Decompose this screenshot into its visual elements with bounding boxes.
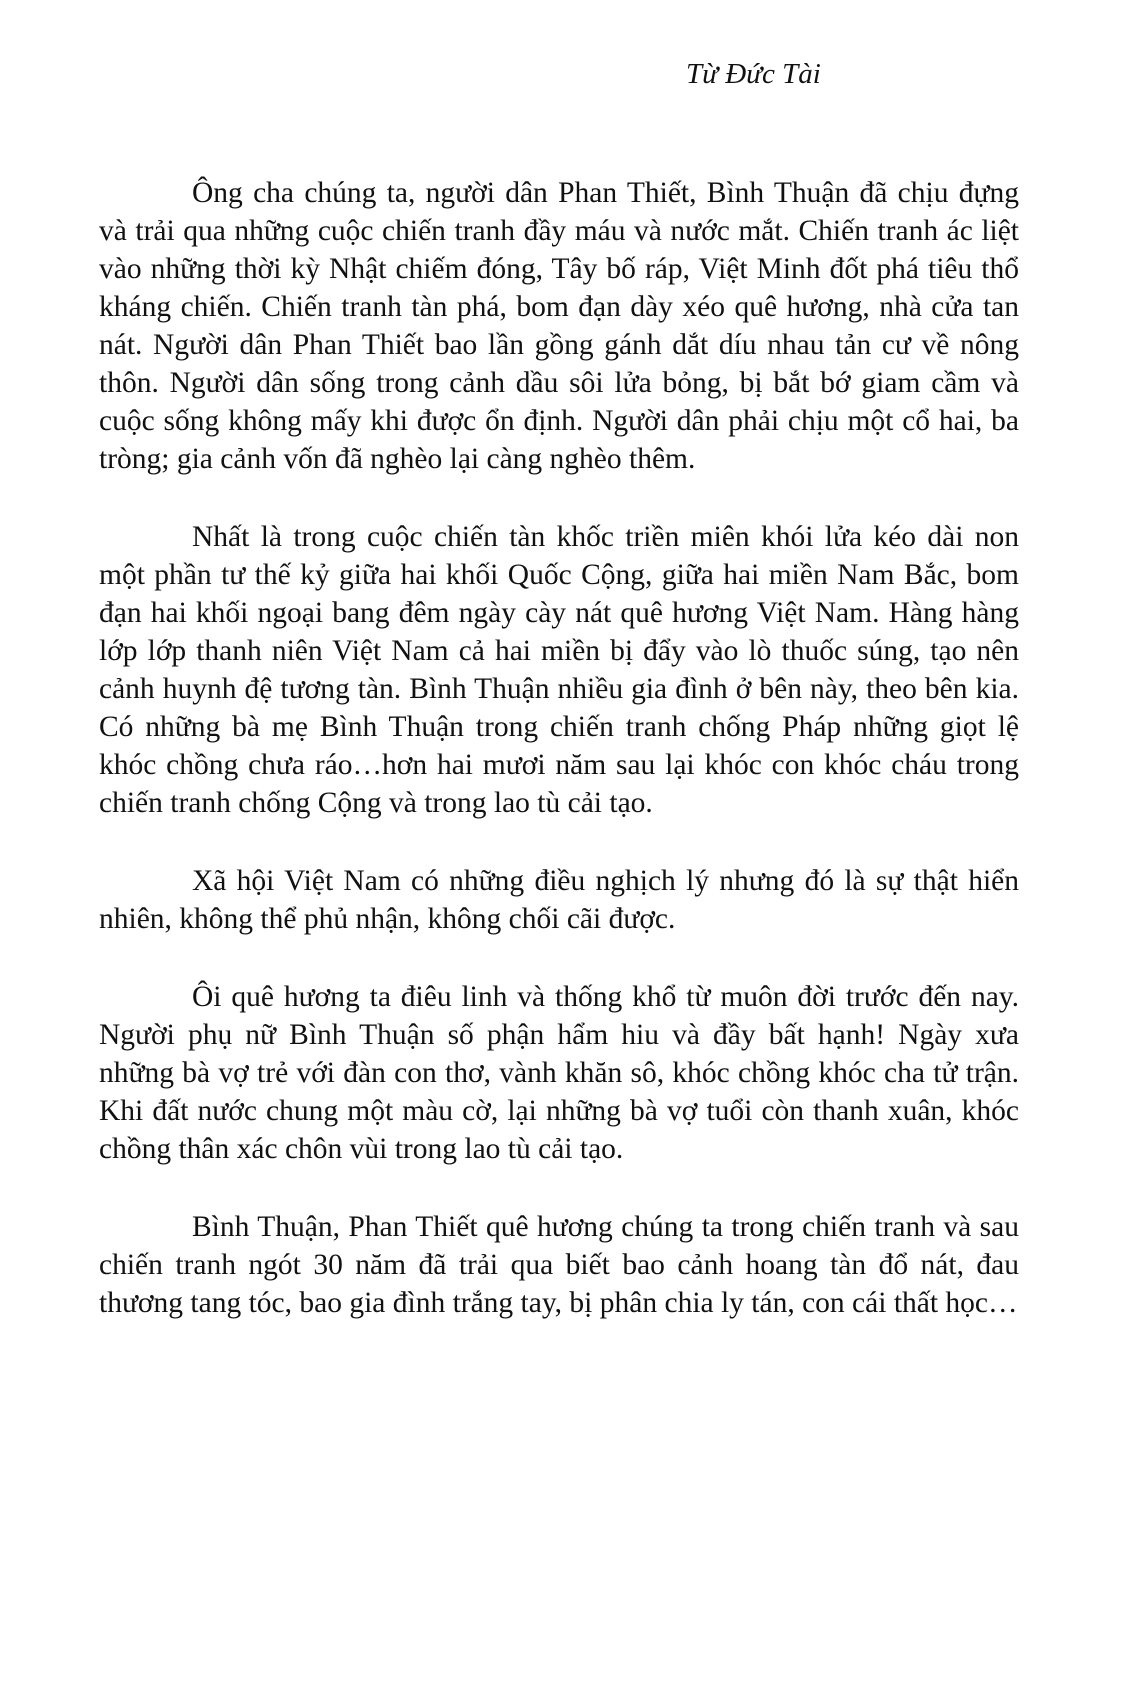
- paragraph: Ông cha chúng ta, người dân Phan Thiết, Bình Thuận đã chịu đựng và trải qua những cuộc chiến tranh đầy máu và nước mắt. Chiến tranh ác liệt vào những thời kỳ Nhật chiếm đóng, Tây bố ráp, Việt Minh đốt phá tiêu thổ kháng chiến. Chiến tranh tàn phá, bom đạn dày xéo quê hương, nhà cửa tan nát. Người dân Phan Thiết bao lần gồng gánh dắt díu nhau tản cư về nông thôn. Người dân sống trong cảnh dầu sôi lửa bỏng, bị bắt bớ giam cầm và cuộc sống không mấy khi được ổn định. Người dân phải chịu một cổ hai, ba tròng; gia cảnh vốn đã nghèo lại càng nghèo thêm.: [99, 177, 1019, 475]
- paragraph: Ôi quê hương ta điêu linh và thống khổ từ muôn đời trước đến nay. Người phụ nữ Bình Thuận số phận hẩm hiu và đầy bất hạnh! Ngày xưa những bà vợ trẻ với đàn con thơ, vành khăn sô, khóc chồng khóc cha tử trận. Khi đất nước chung một màu cờ, lại những bà vợ tuổi còn thanh xuân, khóc chồng thân xác chôn vùi trong lao tù cải tạo.: [99, 981, 1019, 1165]
- paragraph: Nhất là trong cuộc chiến tàn khốc triền miên khói lửa kéo dài non một phần tư thế kỷ giữa hai khối Quốc Cộng, giữa hai miền Nam Bắc, bom đạn hai khối ngoại bang đêm ngày cày nát quê hương Việt Nam. Hàng hàng lớp lớp thanh niên Việt Nam cả hai miền bị đẩy vào lò thuốc súng, tạo nên cảnh huynh đệ tương tàn. Bình Thuận nhiều gia đình ở bên này, theo bên kia. Có những bà mẹ Bình Thuận trong chiến tranh chống Pháp những giọt lệ khóc chồng chưa ráo…hơn hai mươi năm sau lại khóc con khóc cháu trong chiến tranh chống Cộng và trong lao tù cải tạo.: [99, 521, 1019, 819]
- paragraph: Xã hội Việt Nam có những điều nghịch lý nhưng đó là sự thật hiển nhiên, không thể phủ nhận, không chối cãi được.: [99, 865, 1019, 935]
- running-header-author: Từ Đức Tài: [686, 58, 821, 90]
- body-text: [99, 174, 1019, 1362]
- paragraph: Bình Thuận, Phan Thiết quê hương chúng ta trong chiến tranh và sau chiến tranh ngót 30 năm đã trải qua biết bao cảnh hoang tàn đổ nát, đau thương tang tóc, bao gia đình trắng tay, bị phân chia ly tán, con cái thất học…: [99, 1211, 1019, 1319]
